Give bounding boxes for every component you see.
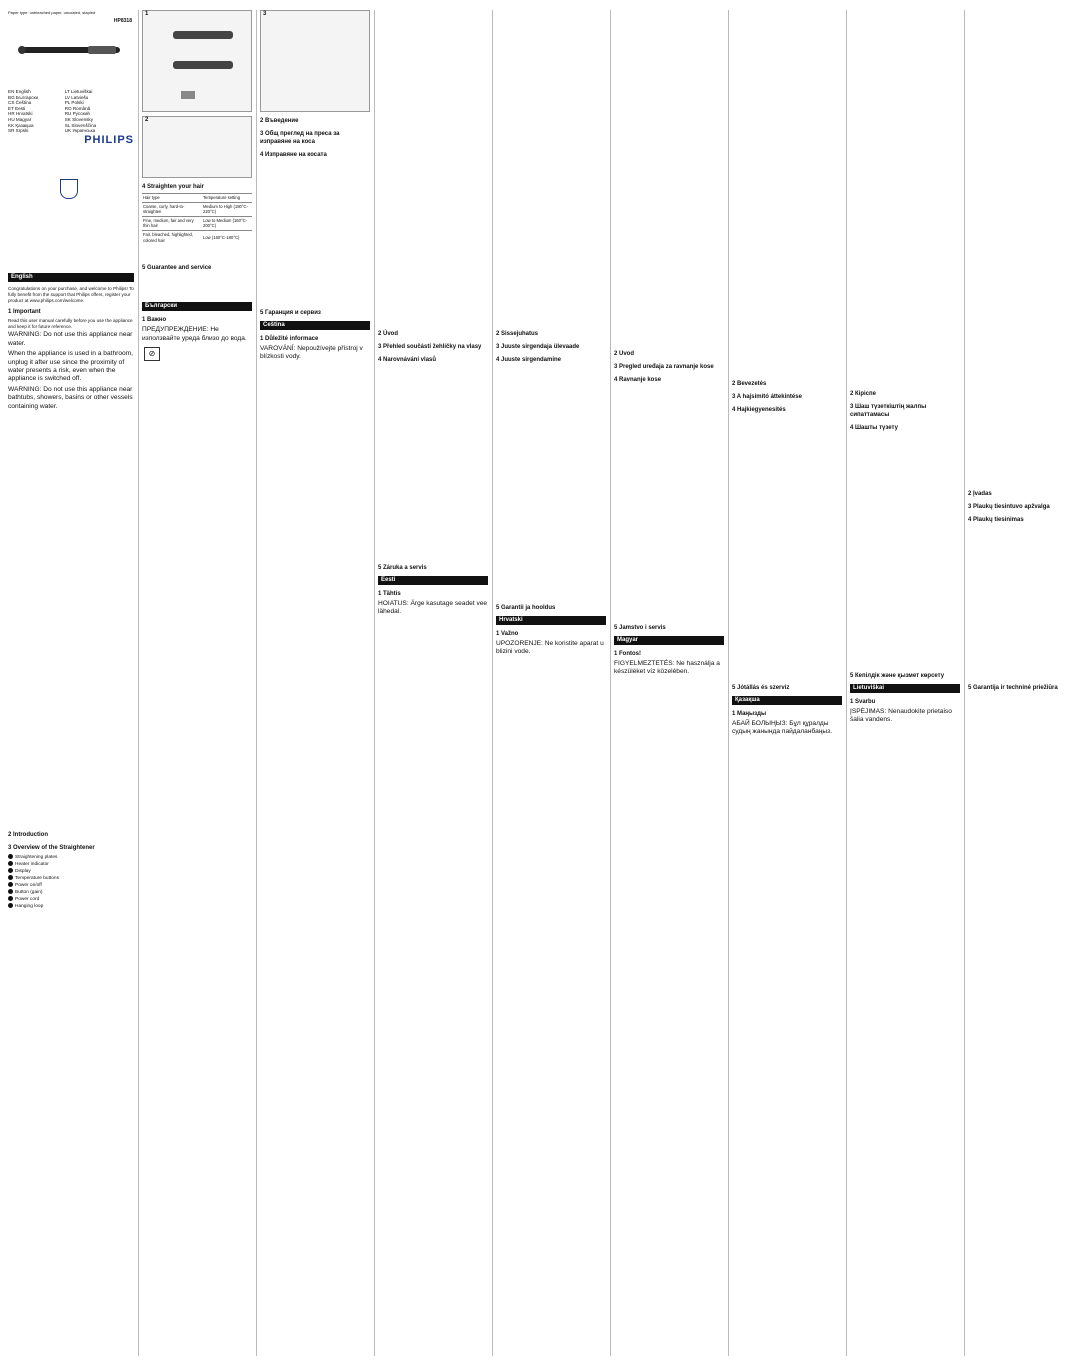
column-figures	[142, 10, 252, 1356]
estonian-s5: 5 Garantii ja hooldus	[496, 605, 556, 611]
lang-item: LV Latviešu	[64, 94, 89, 100]
part-item: Temperature buttons	[8, 875, 134, 882]
bulgarian-s1: 1 Важно	[142, 317, 167, 324]
estonian-s2: 2 Sissejuhatus	[496, 331, 539, 337]
column-english	[8, 10, 134, 1356]
lithuanian-warning: ĮSPĖJIMAS: Nenaudokite prietaiso šalia vandens.	[850, 708, 952, 724]
lithuanian-s1: 1 Svarbu	[850, 699, 876, 705]
bulgarian-warning: ПРЕДУПРЕЖДЕНИЕ: Не използвайте уреда близо до вода.	[142, 326, 247, 342]
kazakh-s4: 4 Шашты түзету	[850, 425, 898, 431]
hungarian-bar: Magyar	[614, 636, 724, 645]
czech-bar: Čeština	[260, 321, 370, 330]
kazakh-s2: 2 Кіріспе	[850, 391, 876, 397]
table-row: Coarse, curly, hard-to-straighten Medium to High (180°C-220°C)	[142, 202, 252, 216]
english-s1-text: Read this user manual carefully before you use the appliance and keep it for future reference.	[8, 318, 133, 329]
lang-item: BG Български	[8, 94, 39, 100]
kazakh-s5: 5 Кепілдік және қызмет көрсету	[850, 673, 945, 679]
table-row: Fair, bleached, highlighted, colored hair Low (160°C-180°C)	[142, 230, 252, 244]
english-warning1: WARNING: Do not use this appliance near water.	[8, 331, 133, 347]
english-warning2: When the appliance is used in a bathroom, unplug it after use since the proximity of water presents a risk, even when the appliance is switched off.	[8, 350, 133, 383]
english-warning3: WARNING: Do not use this appliance near bathtubs, showers, basins or other vessels containing water.	[8, 385, 133, 410]
figure-2: 2	[142, 116, 252, 178]
kazakh-s1: 1 Маңызды	[732, 711, 767, 717]
part-item: Straightening plates	[8, 854, 134, 861]
english-s3: 3 Overview of the Straightener	[8, 844, 95, 851]
hungarian-s2: 2 Bevezetés	[732, 381, 767, 387]
straightener-diagram	[143, 11, 252, 111]
english-s4: 4 Straighten your hair	[142, 184, 205, 190]
lang-item: ET Eesti	[8, 105, 26, 111]
model-number: HP8318	[113, 18, 132, 24]
bulgarian-s2: 2 Въведение	[260, 118, 299, 124]
philips-logo: PHILIPS	[84, 133, 134, 146]
table-row: Fine, medium, fair and very thin hair Low to Medium (160°C-200°C)	[142, 216, 252, 230]
croatian-s4: 4 Ravnanje kose	[614, 377, 662, 383]
part-item: Heater indicator	[8, 861, 134, 868]
table-row: Hair type Temperature setting	[142, 194, 252, 203]
lang-item: CS Čeština	[8, 100, 32, 106]
croatian-s3: 3 Pregled uređaja za ravnanje kose	[614, 364, 714, 370]
bulgarian-s5: 5 Гаранция и сервиз	[260, 310, 321, 316]
product-image	[8, 19, 134, 79]
czech-s1: 1 Důležité informace	[260, 336, 319, 342]
english-intro: Congratulations on your purchase, and welcome to Philips! To fully benefit from the support that Philips offers, register your product at www.philips.com/welcome.	[8, 286, 134, 303]
lang-item: RO Română	[64, 105, 91, 111]
english-s2: 2 Introduction	[8, 831, 48, 838]
estonian-s3: 3 Juuste sirgendaja ülevaade	[496, 344, 580, 350]
print-note: Paper type: unbleached paper, uncoated, stapled	[8, 10, 96, 15]
estonian-s1: 1 Tähtis	[378, 591, 401, 597]
part-item: Display	[8, 868, 134, 875]
part-item: Button (gain)	[8, 889, 134, 896]
lang-item: UK Українська	[64, 128, 96, 134]
english-s5: 5 Guarantee and service	[142, 265, 212, 272]
kazakh-bar: Қазақша	[732, 696, 842, 705]
czech-s4: 4 Narovnávání vlasů	[378, 357, 437, 363]
part-item: Power on/off	[8, 882, 134, 889]
column-estonian	[496, 10, 606, 1356]
figure-3: 3	[260, 10, 370, 112]
lang-item: LT Lietuviškai	[64, 89, 93, 94]
czech-warning: VAROVÁNÍ: Nepoužívejte přístroj v blízkosti vody.	[260, 345, 363, 361]
estonian-bar: Eesti	[378, 576, 488, 585]
lang-item: RU Русский	[64, 111, 90, 117]
lithuanian-bar: Lietuviškai	[850, 684, 960, 693]
english-s1: 1 Important	[8, 309, 41, 316]
lang-item: PL Polski	[64, 100, 84, 106]
column-croatian	[614, 10, 724, 1356]
kazakh-warning: АБАЙ БОЛЫҢЫЗ: Бұл құралды судың жанында пайдаланбаңыз.	[732, 720, 833, 736]
hungarian-s5: 5 Jótállás és szerviz	[732, 685, 790, 691]
lithuanian-s5: 5 Garantija ir techninė priežiūra	[968, 685, 1058, 691]
english-bar: English	[8, 273, 134, 282]
hungarian-s1: 1 Fontos!	[614, 651, 641, 657]
bulgarian-s3: 3 Общ преглед на преса за изправяне на коса	[260, 131, 340, 145]
column-czech	[378, 10, 488, 1356]
czech-s5: 5 Záruka a servis	[378, 565, 427, 571]
lithuanian-s2: 2 Įvadas	[968, 491, 992, 497]
lithuanian-s3: 3 Plaukų tiesintuvo apžvalga	[968, 504, 1050, 510]
hungarian-s3: 3 A hajsimító áttekintése	[732, 394, 802, 400]
part-item: Power cord	[8, 896, 134, 903]
lang-item: KK Қазақша	[8, 122, 34, 128]
croatian-bar: Hrvatski	[496, 616, 606, 625]
czech-s3: 3 Přehled součástí žehličky na vlasy	[378, 344, 482, 350]
croatian-warning: UPOZORENJE: Ne koristite aparat u blizini vode.	[496, 640, 604, 656]
philips-shield-icon	[60, 179, 78, 199]
croatian-s5: 5 Jamstvo i servis	[614, 625, 666, 631]
lang-item: SL Slovenščina	[64, 122, 97, 128]
figure-1: 1	[142, 10, 252, 112]
column-bulgarian	[260, 10, 370, 1356]
no-water-icon: ⊘	[144, 347, 160, 361]
column-kazakh	[850, 10, 960, 1356]
estonian-s4: 4 Juuste sirgendamine	[496, 357, 562, 363]
column-lithuanian	[968, 10, 1082, 1356]
lang-item: HU Magyar	[8, 116, 32, 122]
part-item: Hanging loop	[8, 903, 134, 910]
bulgarian-s4: 4 Изправяне на косата	[260, 152, 327, 158]
hungarian-s4: 4 Hajkiegyenesítés	[732, 407, 786, 413]
lang-item: SK Slovensky	[64, 116, 94, 122]
lithuanian-s4: 4 Plaukų tiesinimas	[968, 517, 1024, 523]
kazakh-s3: 3 Шаш түзеткіштің жалпы сипаттамасы	[850, 404, 927, 418]
estonian-warning: HOIATUS: Ärge kasutage seadet vee lähedal.	[378, 600, 488, 616]
column-hungarian	[732, 10, 842, 1356]
croatian-s2: 2 Uvod	[614, 351, 635, 357]
bulgarian-bar: Български	[142, 302, 252, 311]
straightener-image	[8, 19, 134, 79]
language-list	[8, 89, 134, 134]
lang-item: SR Srpski	[8, 128, 29, 134]
hair-type-table	[142, 193, 252, 244]
lang-item: HR Hrvatski	[8, 111, 33, 117]
czech-s2: 2 Úvod	[378, 331, 399, 337]
croatian-s1: 1 Važno	[496, 631, 519, 637]
hungarian-warning: FIGYELMEZTETÉS: Ne használja a készüléket víz közelében.	[614, 660, 720, 676]
lang-item: EN English	[8, 89, 31, 94]
